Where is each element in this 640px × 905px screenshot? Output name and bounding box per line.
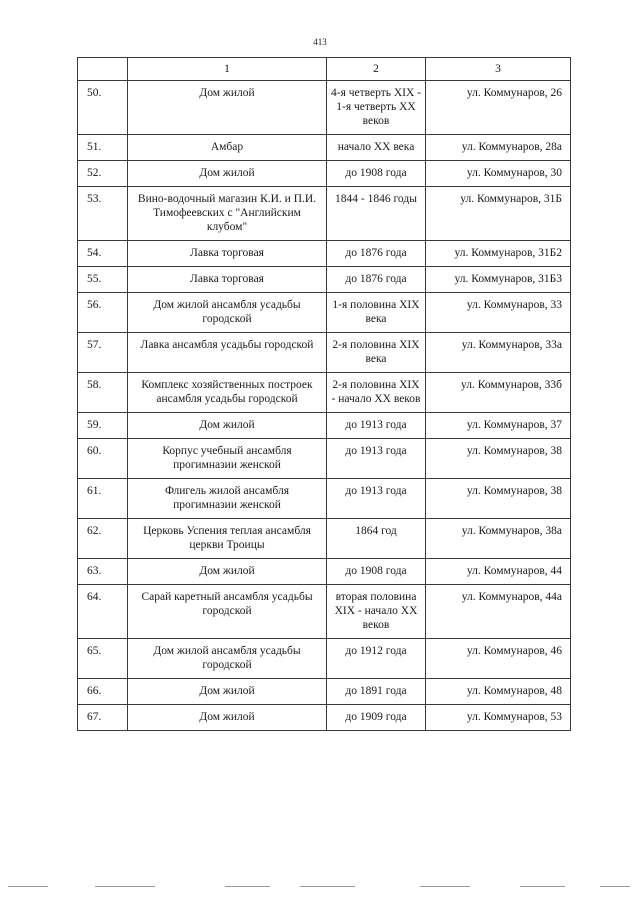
header-col-2: 2 bbox=[327, 58, 426, 81]
object-name: Дом жилой ансамбля усадьбы городской bbox=[128, 293, 327, 333]
object-date: до 1891 года bbox=[327, 679, 426, 705]
object-address: ул. Коммунаров, 48 bbox=[426, 679, 571, 705]
object-date: 1864 год bbox=[327, 519, 426, 559]
table-row bbox=[78, 413, 571, 439]
row-number: 60. bbox=[78, 439, 128, 479]
object-address: ул. Коммунаров, 31Б bbox=[426, 187, 571, 241]
row-number: 50. bbox=[78, 81, 128, 135]
object-date: начало XX века bbox=[327, 135, 426, 161]
object-address: ул. Коммунаров, 44 bbox=[426, 559, 571, 585]
object-address: ул. Коммунаров, 31Б3 bbox=[426, 267, 571, 293]
table-row bbox=[78, 705, 571, 731]
table-header-row bbox=[78, 58, 571, 81]
table-row bbox=[78, 333, 571, 373]
object-name: Лавка торговая bbox=[128, 267, 327, 293]
object-address: ул. Коммунаров, 46 bbox=[426, 639, 571, 679]
table-row bbox=[78, 439, 571, 479]
row-number: 67. bbox=[78, 705, 128, 731]
object-name: Сарай каретный ансамбля усадьбы городской bbox=[128, 585, 327, 639]
object-date: до 1876 года bbox=[327, 267, 426, 293]
object-date: до 1876 года bbox=[327, 241, 426, 267]
table-row bbox=[78, 679, 571, 705]
object-date: вторая половина XIX - начало XX веков bbox=[327, 585, 426, 639]
row-number: 54. bbox=[78, 241, 128, 267]
object-date: до 1908 года bbox=[327, 559, 426, 585]
page-number: 413 bbox=[313, 37, 327, 47]
object-date: 2-я половина XIX - начало XX веков bbox=[327, 373, 426, 413]
table-row bbox=[78, 241, 571, 267]
object-name: Дом жилой bbox=[128, 161, 327, 187]
object-name: Дом жилой bbox=[128, 705, 327, 731]
object-address: ул. Коммунаров, 33а bbox=[426, 333, 571, 373]
monuments-table bbox=[77, 57, 571, 731]
object-date: до 1913 года bbox=[327, 413, 426, 439]
table-row bbox=[78, 373, 571, 413]
object-date: до 1913 года bbox=[327, 439, 426, 479]
object-name: Лавка ансамбля усадьбы городской bbox=[128, 333, 327, 373]
object-date: до 1913 года bbox=[327, 479, 426, 519]
object-date: 2-я половина XIX века bbox=[327, 333, 426, 373]
row-number: 55. bbox=[78, 267, 128, 293]
table-row bbox=[78, 519, 571, 559]
table-row bbox=[78, 293, 571, 333]
object-name: Дом жилой bbox=[128, 679, 327, 705]
row-number: 62. bbox=[78, 519, 128, 559]
object-name: Дом жилой ансамбля усадьбы городской bbox=[128, 639, 327, 679]
object-address: ул. Коммунаров, 38а bbox=[426, 519, 571, 559]
object-address: ул. Коммунаров, 30 bbox=[426, 161, 571, 187]
object-date: 1844 - 1846 годы bbox=[327, 187, 426, 241]
object-name: Дом жилой bbox=[128, 81, 327, 135]
row-number: 52. bbox=[78, 161, 128, 187]
header-empty-cell bbox=[78, 58, 128, 81]
row-number: 57. bbox=[78, 333, 128, 373]
object-address: ул. Коммунаров, 31Б2 bbox=[426, 241, 571, 267]
header-col-3: 3 bbox=[426, 58, 571, 81]
object-date: до 1912 года bbox=[327, 639, 426, 679]
scan-edge-marks bbox=[0, 886, 640, 889]
object-name: Корпус учебный ансамбля прогимназии женской bbox=[128, 439, 327, 479]
object-address: ул. Коммунаров, 33 bbox=[426, 293, 571, 333]
object-address: ул. Коммунаров, 44а bbox=[426, 585, 571, 639]
row-number: 51. bbox=[78, 135, 128, 161]
object-name: Церковь Успения теплая ансамбля церкви Троицы bbox=[128, 519, 327, 559]
header-col-1: 1 bbox=[128, 58, 327, 81]
row-number: 59. bbox=[78, 413, 128, 439]
row-number: 53. bbox=[78, 187, 128, 241]
object-address: ул. Коммунаров, 53 bbox=[426, 705, 571, 731]
object-address: ул. Коммунаров, 26 bbox=[426, 81, 571, 135]
object-address: ул. Коммунаров, 38 bbox=[426, 439, 571, 479]
object-date: 1-я половина XIX века bbox=[327, 293, 426, 333]
object-name: Дом жилой bbox=[128, 413, 327, 439]
object-name: Лавка торговая bbox=[128, 241, 327, 267]
table-row bbox=[78, 267, 571, 293]
row-number: 64. bbox=[78, 585, 128, 639]
table-row bbox=[78, 559, 571, 585]
object-name: Дом жилой bbox=[128, 559, 327, 585]
table-row bbox=[78, 161, 571, 187]
object-address: ул. Коммунаров, 28а bbox=[426, 135, 571, 161]
row-number: 65. bbox=[78, 639, 128, 679]
row-number: 66. bbox=[78, 679, 128, 705]
table-row bbox=[78, 81, 571, 135]
object-name: Флигель жилой ансамбля прогимназии женской bbox=[128, 479, 327, 519]
object-name: Вино-водочный магазин К.И. и П.И. Тимофеевских с "Английским клубом" bbox=[128, 187, 327, 241]
table-row bbox=[78, 187, 571, 241]
object-address: ул. Коммунаров, 33б bbox=[426, 373, 571, 413]
row-number: 58. bbox=[78, 373, 128, 413]
object-date: 4-я четверть XIX - 1-я четверть XX веков bbox=[327, 81, 426, 135]
table-row bbox=[78, 585, 571, 639]
row-number: 61. bbox=[78, 479, 128, 519]
row-number: 56. bbox=[78, 293, 128, 333]
object-address: ул. Коммунаров, 37 bbox=[426, 413, 571, 439]
object-name: Амбар bbox=[128, 135, 327, 161]
object-date: до 1909 года bbox=[327, 705, 426, 731]
row-number: 63. bbox=[78, 559, 128, 585]
table-row bbox=[78, 135, 571, 161]
object-address: ул. Коммунаров, 38 bbox=[426, 479, 571, 519]
table-row bbox=[78, 479, 571, 519]
table-row bbox=[78, 639, 571, 679]
object-name: Комплекс хозяйственных построек ансамбля усадьбы городской bbox=[128, 373, 327, 413]
object-date: до 1908 года bbox=[327, 161, 426, 187]
